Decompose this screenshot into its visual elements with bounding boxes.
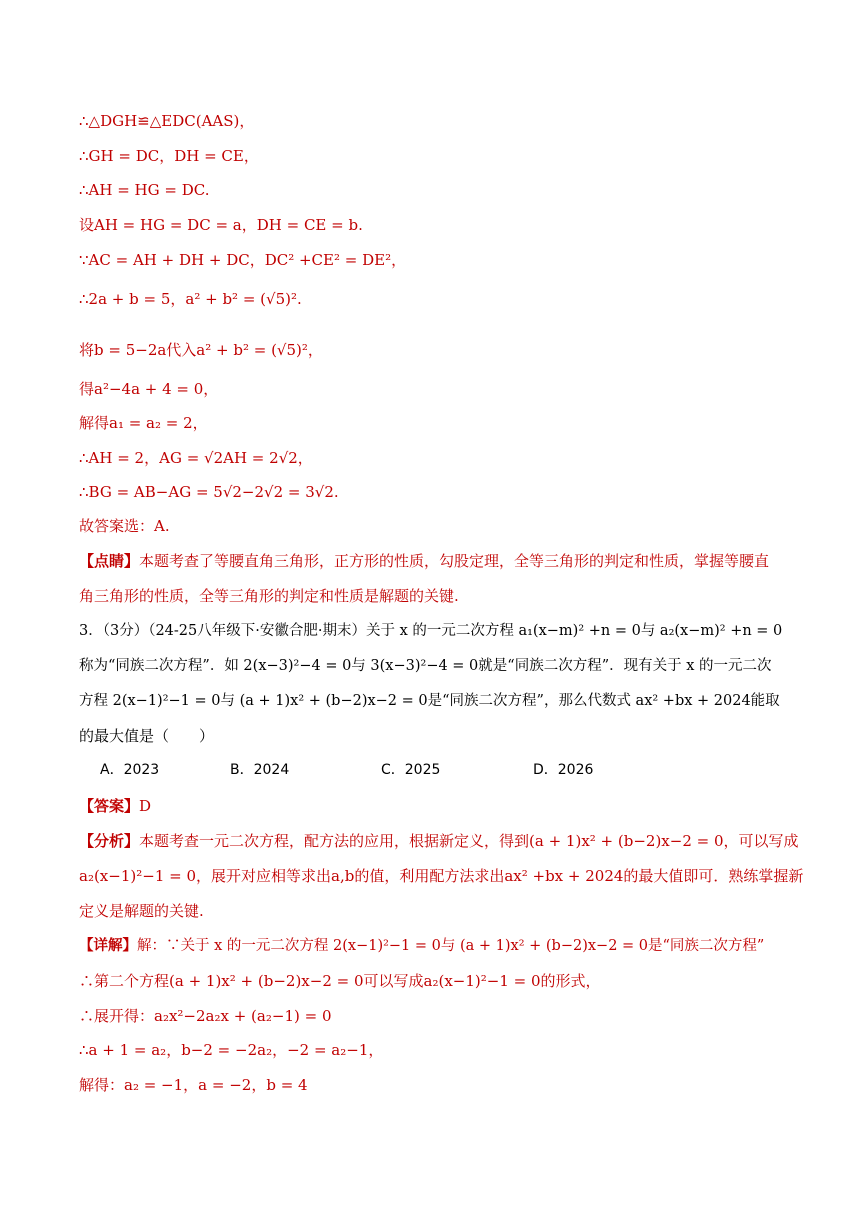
choice-c: C．2025 — [381, 762, 441, 778]
detail-text: 解：∵关于 x 的一元二次方程 2(x−1)²−1 = 0与 (a + 1)x² + (b−2)x−2 = 0是“同族二次方程” — [137, 938, 765, 954]
solution-line: ∴AH = HG = DC. — [79, 181, 210, 199]
choice-d: D．2026 — [533, 762, 594, 778]
comment-text: 本题考查了等腰直角三角形，正方形的性质，勾股定理，全等三角形的判定和性质，掌握等腰直 — [139, 552, 770, 570]
answer-choices — [100, 760, 740, 780]
detail-line: ∴展开得：a₂x²−2a₂x + (a₂−1) = 0 — [79, 1007, 332, 1025]
answer-value: D — [139, 797, 152, 815]
solution-line: ∵AC = AH + DH + DC，DC² +CE² = DE²， — [79, 251, 407, 269]
analysis-text: 本题考查一元二次方程，配方法的应用，根据新定义，得到(a + 1)x² + (b−2)x−2 = 0，可以写成 — [139, 832, 799, 850]
detail-label: 【详解】 — [79, 937, 137, 954]
question-line: 3．（3分）（24-25八年级下·安徽合肥·期末）关于 x 的一元二次方程 a₁(x−m)² +n = 0与 a₂(x−m)² +n = 0 — [79, 623, 783, 639]
comment-label: 【点睛】 — [79, 552, 140, 570]
answer-label: 【答案】 — [79, 797, 140, 815]
analysis-label: 【分析】 — [79, 832, 140, 850]
solution-line: 解得a₁ = a₂ = 2， — [79, 414, 208, 432]
solution-line: ∴AH = 2，AG = √2AH = 2√2， — [79, 449, 313, 467]
choice-a: A．2023 — [100, 762, 160, 778]
solution-line: ∴GH = DC，DH = CE， — [79, 147, 259, 165]
analysis-line — [79, 831, 799, 851]
analysis-line: 定义是解题的关键. — [79, 902, 204, 920]
solution-line: 将b = 5−2a代入a² + b² = (√5)²， — [79, 341, 323, 359]
solution-line: ∴2a + b = 5，a² + b² = (√5)². — [79, 290, 302, 308]
solution-line: 设AH = HG = DC = a，DH = CE = b. — [79, 216, 363, 234]
detail-line: 解得：a₂ = −1，a = −2，b = 4 — [79, 1076, 308, 1094]
comment-line — [79, 551, 799, 571]
detail-line — [79, 936, 799, 956]
detail-line: ∴第二个方程(a + 1)x² + (b−2)x−2 = 0可以写成a₂(x−1)²−1 = 0的形式， — [79, 972, 601, 990]
answer-line — [79, 796, 799, 816]
comment-line: 角三角形的性质，全等三角形的判定和性质是解题的关键. — [79, 587, 459, 605]
detail-line: ∴a + 1 = a₂，b−2 = −2a₂，−2 = a₂−1， — [79, 1041, 384, 1059]
solution-line: 故答案选：A. — [79, 517, 170, 535]
solution-line: ∴△DGH≌△EDC(AAS)， — [79, 112, 255, 130]
question-line: 称为“同族二次方程”．如 2(x−3)²−4 = 0与 3(x−3)²−4 = 0就是“同族二次方程”．现有关于 x 的一元二次 — [79, 658, 772, 674]
question-line: 方程 2(x−1)²−1 = 0与 (a + 1)x² + (b−2)x−2 = 0是“同族二次方程”，那么代数式 ax² +bx + 2024能取 — [79, 693, 780, 709]
solution-line: ∴BG = AB−AG = 5√2−2√2 = 3√2. — [79, 483, 339, 501]
question-line: 的最大值是（ ） — [79, 727, 215, 745]
choice-b: B．2024 — [230, 762, 290, 778]
solution-line: 得a²−4a + 4 = 0， — [79, 380, 219, 398]
analysis-line: a₂(x−1)²−1 = 0，展开对应相等求出a,b的值，利用配方法求出ax² +bx + 2024的最大值即可．熟练掌握新 — [79, 867, 804, 885]
